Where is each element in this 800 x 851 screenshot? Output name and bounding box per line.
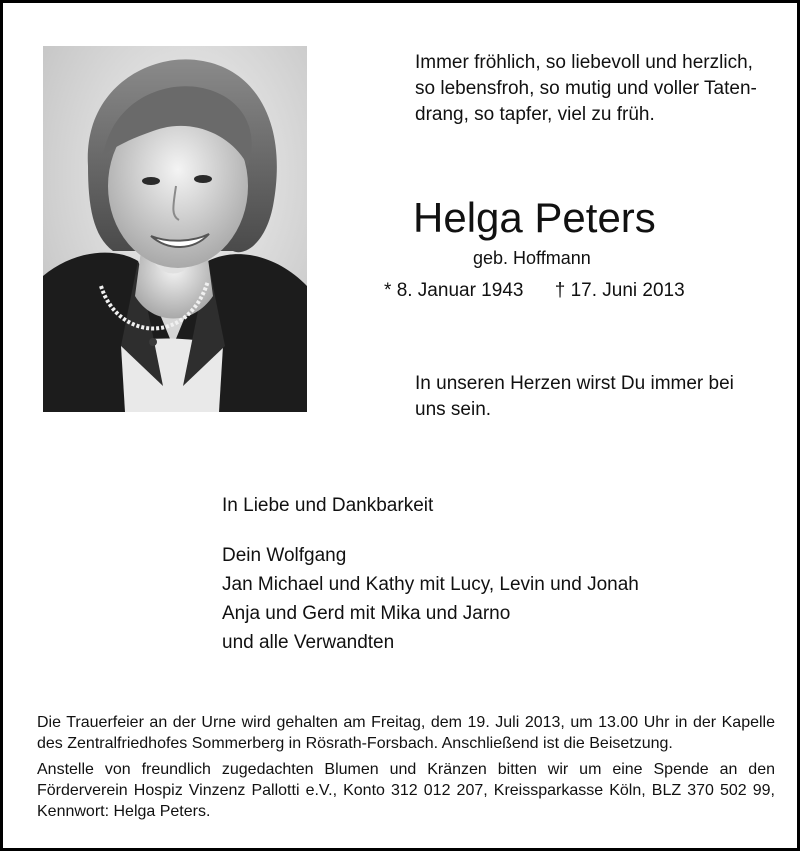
mourner-entry: Jan Michael und Kathy mit Lucy, Levin und Jonah: [222, 574, 639, 595]
closing-phrase: In Liebe und Dankbarkeit: [222, 495, 434, 516]
birth-date: 8. Januar 1943: [396, 280, 524, 301]
poem-line: so lebensfroh, so mutig und voller Taten-: [415, 78, 757, 99]
poem-verse: [415, 50, 785, 128]
death-date: 17. Juni 2013: [570, 280, 685, 301]
poem-line: Immer fröhlich, so liebevoll und herzlich,: [415, 52, 753, 73]
mourner-entry: Anja und Gerd mit Mika und Jarno: [222, 603, 511, 624]
memorial-quote: [415, 371, 785, 423]
maiden-name: geb. Hoffmann: [473, 248, 591, 268]
portrait-photo: [43, 46, 307, 412]
deceased-name: Helga Peters: [413, 194, 656, 241]
funeral-info: [37, 712, 775, 822]
death-symbol-icon: †: [554, 280, 566, 301]
ceremony-details: Die Trauerfeier an der Urne wird gehalten am Freitag, dem 19. Juli 2013, um 13.00 Uhr in der Kapelle des Zentralfriedhofes Sommerberg in Rösrath-Forsbach. Anschließend ist die Beisetzung.: [37, 714, 775, 752]
poem-line: drang, so tapfer, viel zu früh.: [415, 104, 655, 125]
quote-line: In unseren Herzen wirst Du immer bei: [415, 373, 734, 394]
life-dates: [384, 278, 685, 304]
donation-request: Anstelle von freundlich zugedachten Blumen und Kränzen bitten wir um eine Spende an den Förderverein Hospiz Vinzenz Pallotti e.V., Konto 312 012 207, Kreissparkasse Köln, BLZ 370 502 99, Kennwort: Helga Peters.: [37, 761, 775, 820]
mourner-entry: und alle Verwandten: [222, 632, 395, 653]
mourner-entry: Dein Wolfgang: [222, 545, 347, 566]
mourners-list: [222, 541, 639, 657]
quote-line: uns sein.: [415, 399, 492, 420]
birth-symbol-icon: *: [384, 280, 392, 301]
